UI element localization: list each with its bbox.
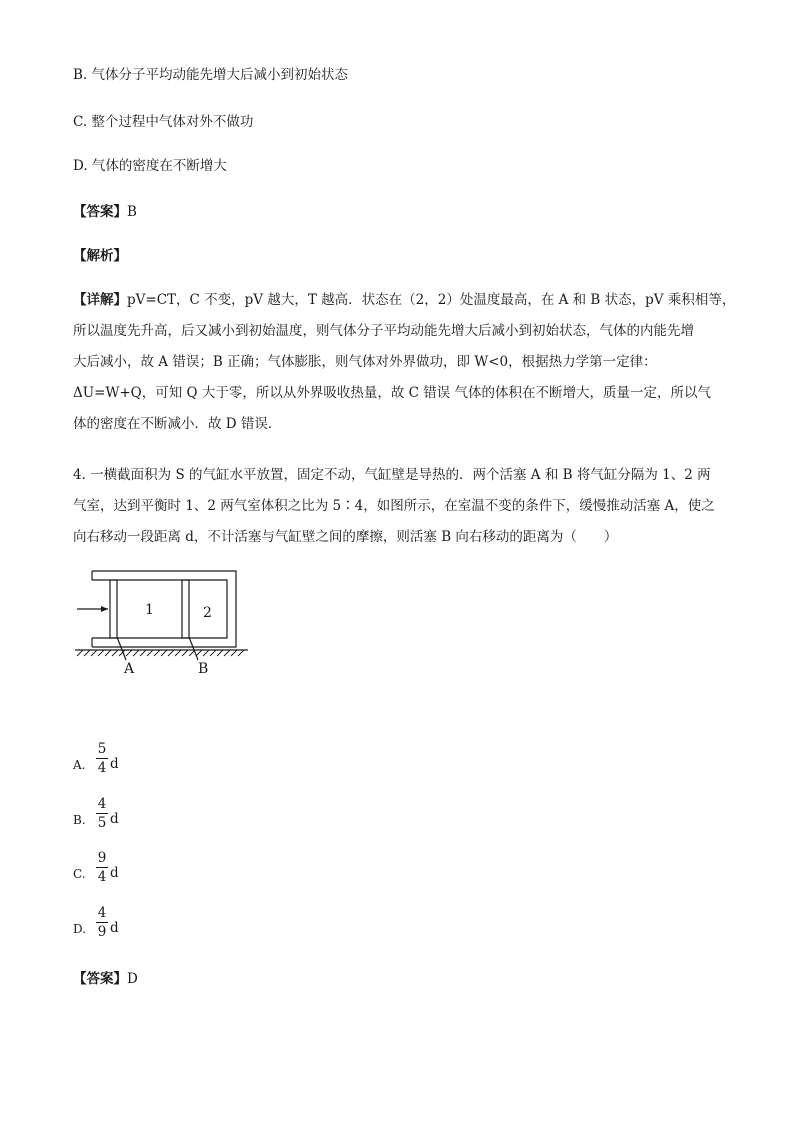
answer-prev — [73, 204, 137, 220]
fraction: 5 4 — [97, 741, 107, 776]
arrow-head — [101, 606, 108, 612]
detail-paragraph — [73, 292, 736, 447]
answer-value: D — [127, 971, 138, 987]
question-line: 气室，达到平衡时 1、2 两气室体积之比为 5∶4，如图所示，在室温不变的条件下，缓慢推动活塞 A，使之 — [73, 498, 715, 514]
answer-value: B — [127, 204, 137, 220]
piston-b-label: B — [198, 661, 209, 677]
option-c-prev: C. 整个过程中气体对外不做功 — [73, 114, 254, 130]
detail-line: ΔU=W+Q，可知 Q 大于零，所以从外界吸收热量，故 C 错误 气体的体积在不断增大，质量一定，所以气 — [73, 385, 712, 401]
fraction: 4 5 — [97, 796, 107, 831]
ground-hatching — [77, 650, 244, 656]
question-4-text — [73, 467, 723, 560]
fraction: 9 4 — [97, 850, 107, 885]
piston-a — [110, 580, 117, 638]
answer-q4 — [73, 971, 138, 987]
cylinder-wall-outer — [92, 571, 236, 647]
cylinder-figure — [70, 565, 255, 680]
detail-line: 【详解】pV=CT，C 不变，pV 越大，T 越高．状态在（2，2）处温度最高，在 A 和 B 状态，pV 乘积相等， — [73, 292, 736, 308]
question-line: 4. 一横截面积为 S 的气缸水平放置，固定不动，气缸壁是导热的．两个活塞 A 和 B 将气缸分隔为 1、2 两 — [73, 467, 711, 483]
detail-line: 体的密度在不断减小．故 D 错误． — [73, 416, 282, 432]
answer-tag: 【答案】 — [73, 204, 127, 220]
chamber-2-label: 2 — [203, 605, 212, 621]
answer-tag: 【答案】 — [73, 971, 127, 987]
detail-line: 所以温度先升高，后又减小到初始温度，则气体分子平均动能先增大后减小到初始状态，气体的内能先增 — [73, 323, 694, 339]
analysis-heading — [73, 248, 127, 264]
detail-tag: 【详解】 — [73, 292, 127, 308]
piston-a-label: A — [124, 661, 135, 677]
chamber-1-label: 1 — [145, 602, 154, 618]
piston-b — [182, 580, 189, 638]
question-line: 向右移动一段距离 d，不计活塞与气缸壁之间的摩擦，则活塞 B 向右移动的距离为（ ） — [73, 529, 618, 545]
fraction: 4 9 — [97, 905, 107, 940]
option-b-prev: B. 气体分子平均动能先增大后减小到初始状态 — [73, 67, 349, 83]
analysis-tag: 【解析】 — [73, 248, 127, 264]
option-d-prev: D. 气体的密度在不断增大 — [73, 158, 227, 174]
detail-line: 大后减小，故 A 错误；B 正确；气体膨胀，则气体对外界做功，即 W<0，根据热力学第一定律： — [73, 354, 657, 370]
